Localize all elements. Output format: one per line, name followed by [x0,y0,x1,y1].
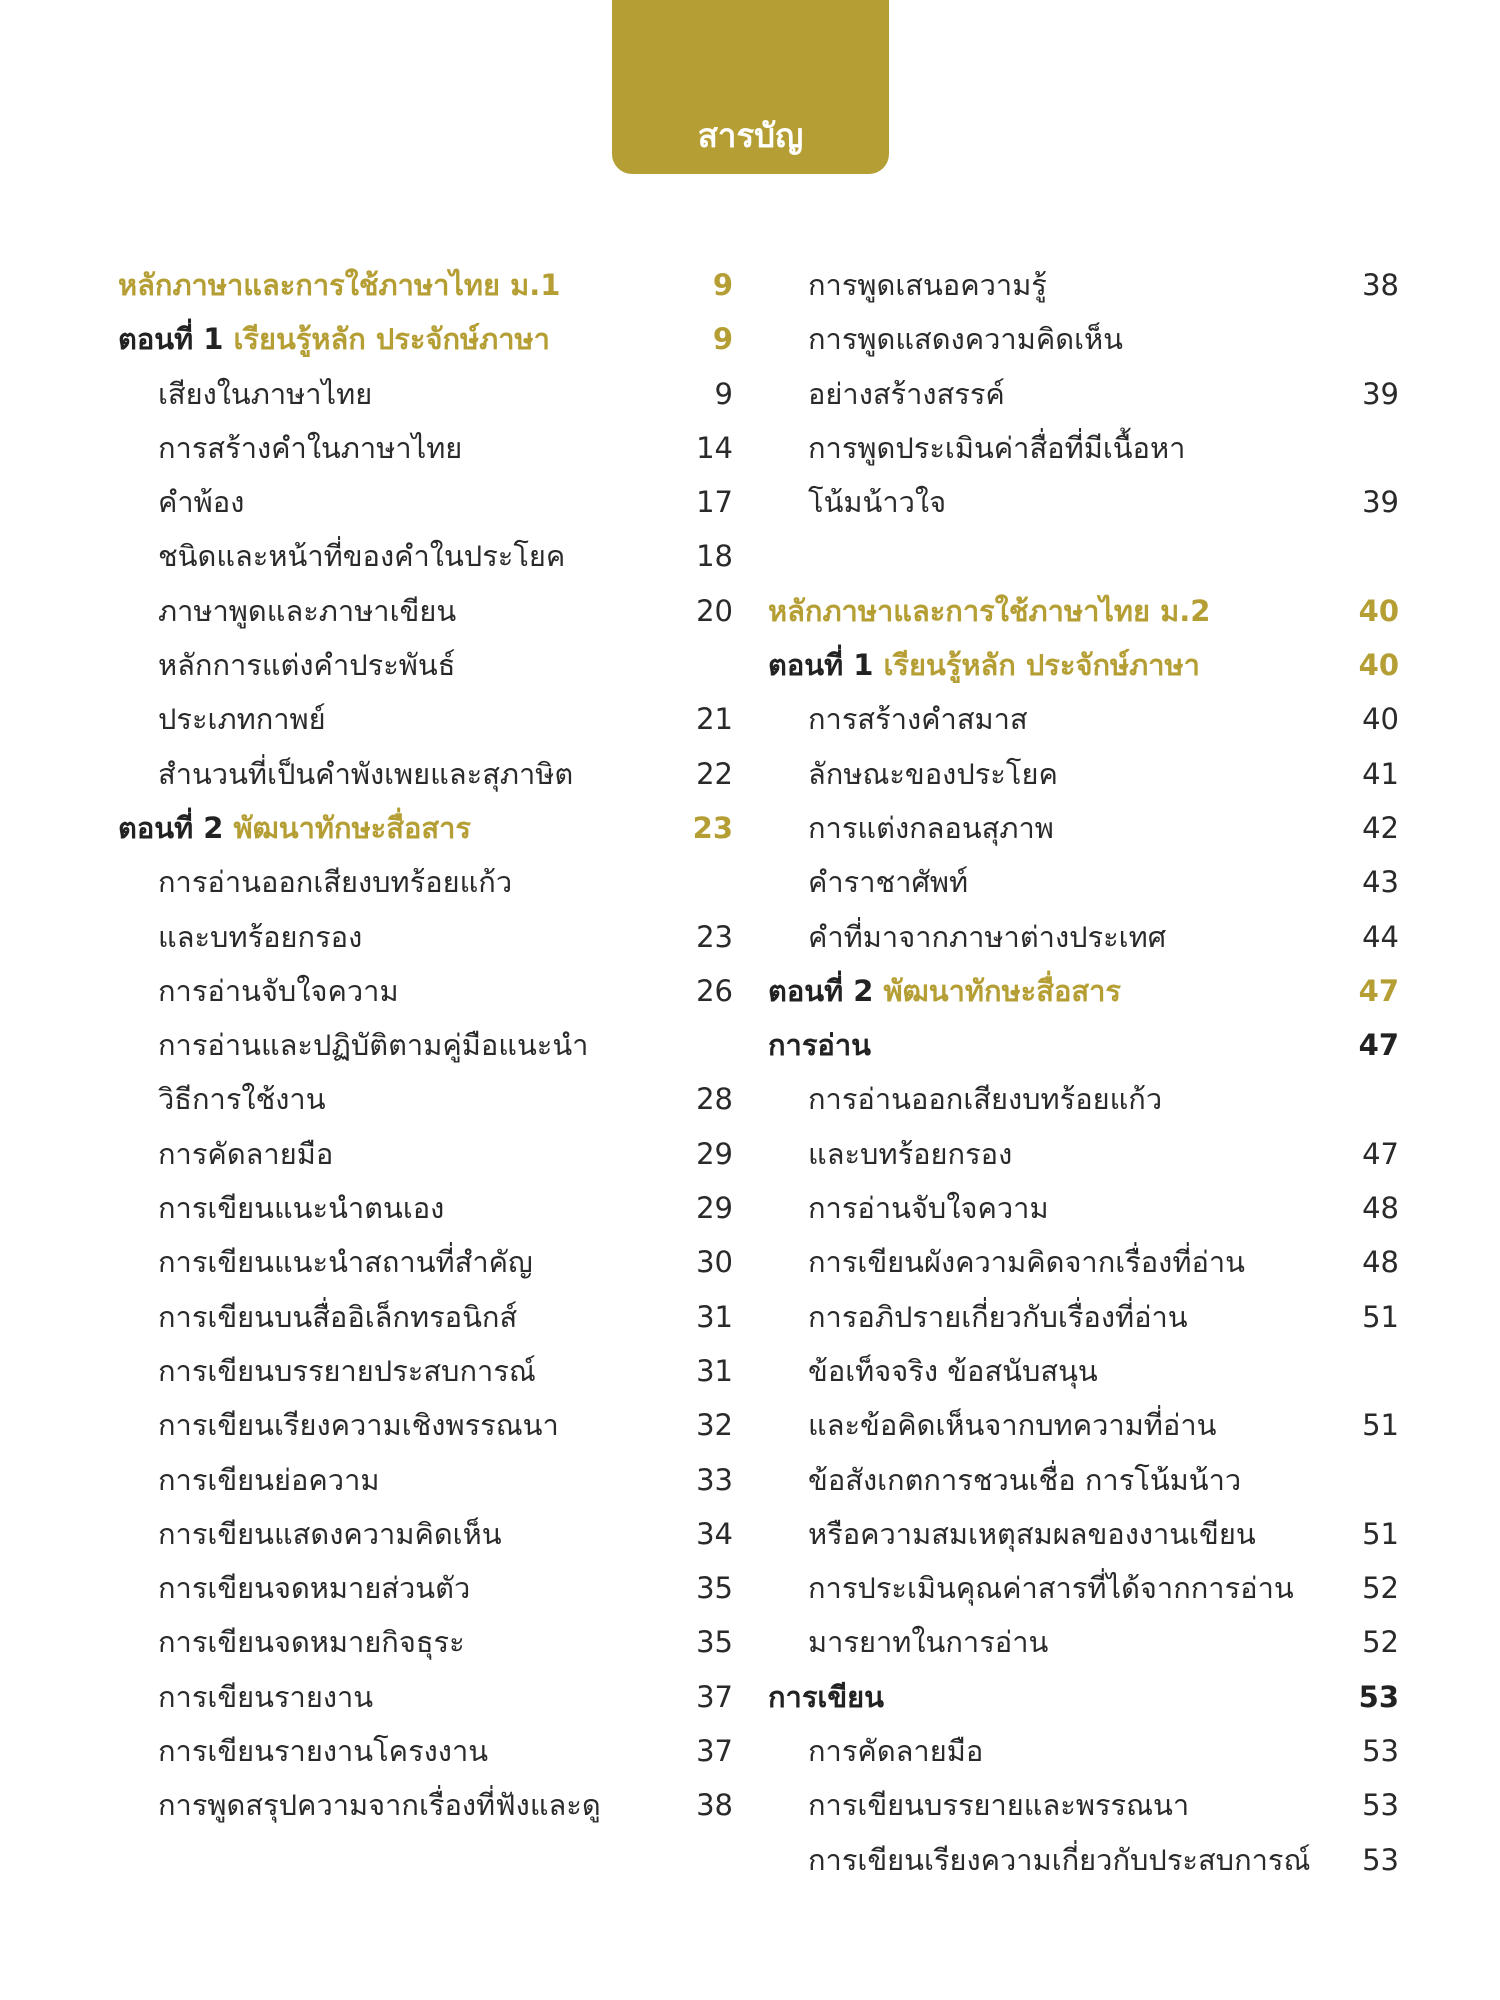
toc-page-number: 42 [1362,810,1399,845]
toc-page-number: 31 [696,1353,733,1388]
toc-page-number: 40 [1362,702,1399,737]
toc-page-number: 47 [1358,1028,1399,1063]
toc-page-number: 48 [1362,1245,1399,1280]
toc-entry-label: หลักการแต่งคำประพันธ์ [158,648,456,683]
toc-section-heading[interactable] [118,258,733,312]
toc-entry[interactable] [768,1072,1399,1126]
toc-entry[interactable] [118,964,733,1018]
toc-entry-label: การเขียนผังความคิดจากเรื่องที่อ่าน [808,1245,1245,1280]
toc-column-right [768,258,1399,1887]
toc-entry[interactable] [118,1453,733,1507]
toc-subheading[interactable] [768,1670,1399,1724]
toc-entry[interactable] [118,1290,733,1344]
toc-entry-label: การเขียนเรียงความเกี่ยวกับประสบการณ์ [808,1842,1311,1877]
toc-entry[interactable] [768,1181,1399,1235]
toc-page-number: 33 [696,1462,733,1497]
toc-entry[interactable] [768,1344,1399,1398]
toc-entry-label: การพูดประเมินค่าสื่อที่มีเนื้อหา [808,430,1186,465]
toc-page-number: 53 [1362,1734,1399,1769]
toc-entry-label: หรือความสมเหตุสมผลของงานเขียน [808,1516,1256,1551]
toc-page-number: 53 [1358,1679,1399,1714]
toc-entry[interactable] [118,1670,733,1724]
toc-part-number: ตอนที่ 1 [768,648,874,683]
toc-entry[interactable] [768,1833,1399,1887]
toc-entry-label: การอภิปรายเกี่ยวกับเรื่องที่อ่าน [808,1299,1188,1334]
toc-page-number: 40 [1358,648,1399,683]
toc-page-number: 51 [1362,1516,1399,1551]
toc-page-number: 17 [696,485,733,520]
toc-entry-label: มารยาทในการอ่าน [808,1625,1049,1660]
toc-entry[interactable] [118,1235,733,1289]
toc-entry-label: ภาษาพูดและภาษาเขียน [158,593,457,628]
toc-entry[interactable] [118,1615,733,1669]
toc-entry-label: การอ่านจับใจความ [808,1191,1049,1226]
toc-page-number: 9 [712,268,733,302]
toc-part-title: พัฒนาทักษะสื่อสาร [233,810,471,845]
toc-entry[interactable] [768,1235,1399,1289]
toc-column-left [118,258,733,1833]
toc-entry[interactable] [768,1507,1399,1561]
toc-page-number: 51 [1362,1299,1399,1334]
toc-entry-label: การเขียนรายงาน [158,1679,374,1714]
toc-entry-label: การเขียนบรรยายประสบการณ์ [158,1353,536,1388]
toc-page-number: 23 [692,810,733,845]
toc-entry-label: และข้อคิดเห็นจากบทความที่อ่าน [808,1408,1217,1443]
toc-page-number: 53 [1362,1842,1399,1877]
toc-entry-label: คำราชาศัพท์ [808,865,969,900]
toc-part-number: ตอนที่ 2 [768,973,874,1008]
toc-entry-label: อย่างสร้างสรรค์ [808,376,1005,411]
toc-entry[interactable] [768,367,1399,421]
toc-entry-label: และบทร้อยกรอง [808,1136,1013,1171]
toc-entry-label: การคัดลายมือ [158,1136,334,1171]
toc-entry[interactable] [118,1507,733,1561]
toc-entry-label: การสร้างคำในภาษาไทย [158,430,463,465]
toc-entry-label: และบทร้อยกรอง [158,919,363,954]
toc-entry[interactable] [768,1615,1399,1669]
toc-page-number: 53 [1362,1788,1399,1823]
toc-entry[interactable] [118,692,733,746]
toc-entry-label: การพูดแสดงความคิดเห็น [808,322,1123,357]
toc-entry-label: โน้มน้าวใจ [808,485,947,520]
toc-page-number: 35 [696,1571,733,1606]
toc-entry-label: คำที่มาจากภาษาต่างประเทศ [808,919,1167,954]
toc-page-number: 43 [1362,865,1399,900]
toc-page-number: 26 [696,973,733,1008]
toc-page-number: 52 [1362,1625,1399,1660]
toc-entry[interactable] [768,421,1399,475]
toc-entry[interactable] [118,1778,733,1832]
toc-entry-label: การอ่านออกเสียงบทร้อยแก้ว [158,865,513,900]
toc-entry-label: การเขียนย่อความ [158,1462,380,1497]
toc-page-number: 38 [1362,268,1399,302]
toc-entry[interactable] [118,855,733,909]
toc-entry-label: การเขียนจดหมายกิจธุระ [158,1625,465,1660]
toc-entry[interactable] [768,801,1399,855]
toc-page-number: 29 [696,1191,733,1226]
toc-entry-label: ข้อสังเกตการชวนเชื่อ การโน้มน้าว [808,1462,1242,1497]
toc-part-heading[interactable] [768,638,1399,692]
toc-entry-label: การอ่านและปฏิบัติตามคู่มือแนะนำ [158,1028,589,1063]
toc-entry-label [768,638,1200,692]
toc-entry[interactable] [118,529,733,583]
toc-entry[interactable] [768,747,1399,801]
toc-part-title: เรียนรู้หลัก ประจักษ์ภาษา [233,322,550,357]
toc-entry-label: การพูดเสนอความรู้ [808,268,1047,302]
toc-page-number: 30 [696,1245,733,1280]
toc-entry-label [118,312,550,366]
toc-entry-label: การคัดลายมือ [808,1734,984,1769]
toc-entry[interactable] [118,1561,733,1615]
toc-entry[interactable] [118,1344,733,1398]
toc-page-number: 14 [696,430,733,465]
toc-entry-label: หลักภาษาและการใช้ภาษาไทย ม.2 [768,593,1211,628]
toc-page-number: 21 [696,702,733,737]
toc-page-number: 48 [1362,1191,1399,1226]
toc-entry[interactable] [118,747,733,801]
toc-page-number: 23 [696,919,733,954]
toc-page-number: 37 [696,1679,733,1714]
toc-entry-label: คำพ้อง [158,485,245,520]
toc-entry-label: หลักภาษาและการใช้ภาษาไทย ม.1 [118,268,561,302]
toc-page-number: 18 [696,539,733,574]
toc-entry[interactable] [768,1398,1399,1452]
page-title: สารบัญ [697,116,804,155]
toc-page-number: 44 [1362,919,1399,954]
toc-entry-label: ชนิดและหน้าที่ของคำในประโยค [158,539,566,574]
toc-page-number: 9 [714,376,733,411]
toc-entry-label: ประเภทกาพย์ [158,702,326,737]
toc-entry[interactable] [768,1290,1399,1344]
toc-section-heading[interactable] [768,584,1399,638]
toc-page-number: 51 [1362,1408,1399,1443]
toc-entry-label: การแต่งกลอนสุภาพ [808,810,1054,845]
toc-entry-label: สำนวนที่เป็นคำพังเพยและสุภาษิต [158,756,574,791]
contents-header-tab [612,0,889,174]
toc-entry-label: วิธีการใช้งาน [158,1082,326,1117]
toc-entry-label: การเขียนจดหมายส่วนตัว [158,1571,471,1606]
toc-entry[interactable] [768,1724,1399,1778]
toc-page-number: 47 [1362,1136,1399,1171]
toc-entry-label: ลักษณะของประโยค [808,756,1058,791]
toc-part-title: เรียนรู้หลัก ประจักษ์ภาษา [883,648,1200,683]
toc-part-number: ตอนที่ 2 [118,810,224,845]
toc-entry[interactable] [118,1181,733,1235]
toc-page-number: 29 [696,1136,733,1171]
toc-entry[interactable] [118,1072,733,1126]
toc-page-number: 35 [696,1625,733,1660]
toc-page-number: 9 [712,322,733,357]
toc-page-number: 39 [1362,376,1399,411]
toc-part-heading[interactable] [768,964,1399,1018]
toc-entry-label: การเขียนรายงานโครงงาน [158,1734,489,1769]
toc-entry[interactable] [768,1778,1399,1832]
toc-entry[interactable] [118,584,733,638]
toc-entry-label: การเขียนแนะนำตนเอง [158,1191,445,1226]
toc-subheading[interactable] [768,1018,1399,1072]
toc-entry[interactable] [768,855,1399,909]
toc-entry[interactable] [118,1018,733,1072]
toc-entry-label: การเขียนแนะนำสถานที่สำคัญ [158,1245,533,1280]
toc-entry[interactable] [118,421,733,475]
toc-page-number: 39 [1362,485,1399,520]
toc-entry-label: การสร้างคำสมาส [808,702,1028,737]
toc-entry[interactable] [768,475,1399,529]
toc-entry-label: การประเมินคุณค่าสารที่ได้จากการอ่าน [808,1571,1294,1606]
toc-entry-label: การอ่านออกเสียงบทร้อยแก้ว [808,1082,1163,1117]
toc-entry[interactable] [768,1453,1399,1507]
toc-entry[interactable] [768,910,1399,964]
toc-entry-label [768,964,1121,1018]
toc-entry[interactable] [118,638,733,692]
toc-part-heading[interactable] [118,801,733,855]
toc-page-number: 40 [1358,593,1399,628]
toc-entry[interactable] [118,1398,733,1452]
toc-page-number: 32 [696,1408,733,1443]
toc-entry-label: เสียงในภาษาไทย [158,376,373,411]
toc-entry-label: การเขียน [768,1679,884,1714]
toc-page-number: 22 [696,756,733,791]
toc-entry-label [118,801,471,855]
toc-entry[interactable] [118,1724,733,1778]
toc-part-title: พัฒนาทักษะสื่อสาร [883,973,1121,1008]
toc-part-number: ตอนที่ 1 [118,322,224,357]
toc-entry-label: การอ่าน [768,1028,871,1063]
toc-page-number: 41 [1362,756,1399,791]
toc-entry-label: การเขียนบนสื่ออิเล็กทรอนิกส์ [158,1299,518,1334]
toc-entry[interactable] [118,910,733,964]
toc-entry[interactable] [118,475,733,529]
toc-spacer [768,529,1399,583]
toc-part-heading[interactable] [118,312,733,366]
toc-entry-label: การเขียนแสดงความคิดเห็น [158,1516,502,1551]
toc-page-number: 34 [696,1516,733,1551]
toc-entry[interactable] [118,1127,733,1181]
toc-page-number: 38 [696,1788,733,1823]
toc-entry[interactable] [768,1561,1399,1615]
toc-entry-label: การเขียนบรรยายและพรรณนา [808,1788,1190,1823]
toc-entry-label: การพูดสรุปความจากเรื่องที่ฟังและดู [158,1788,601,1823]
toc-page-number: 47 [1358,973,1399,1008]
toc-entry[interactable] [768,312,1399,366]
toc-page-number: 37 [696,1734,733,1769]
toc-entry-label: การเขียนเรียงความเชิงพรรณนา [158,1408,559,1443]
toc-entry[interactable] [768,1127,1399,1181]
toc-page-number: 52 [1362,1571,1399,1606]
toc-entry[interactable] [118,367,733,421]
toc-entry-label: การอ่านจับใจความ [158,973,399,1008]
toc-entry-label: ข้อเท็จจริง ข้อสนับสนุน [808,1353,1098,1388]
toc-entry[interactable] [768,692,1399,746]
toc-page-number: 28 [696,1082,733,1117]
toc-page-number: 31 [696,1299,733,1334]
toc-entry[interactable] [768,258,1399,312]
toc-page-number: 20 [696,593,733,628]
